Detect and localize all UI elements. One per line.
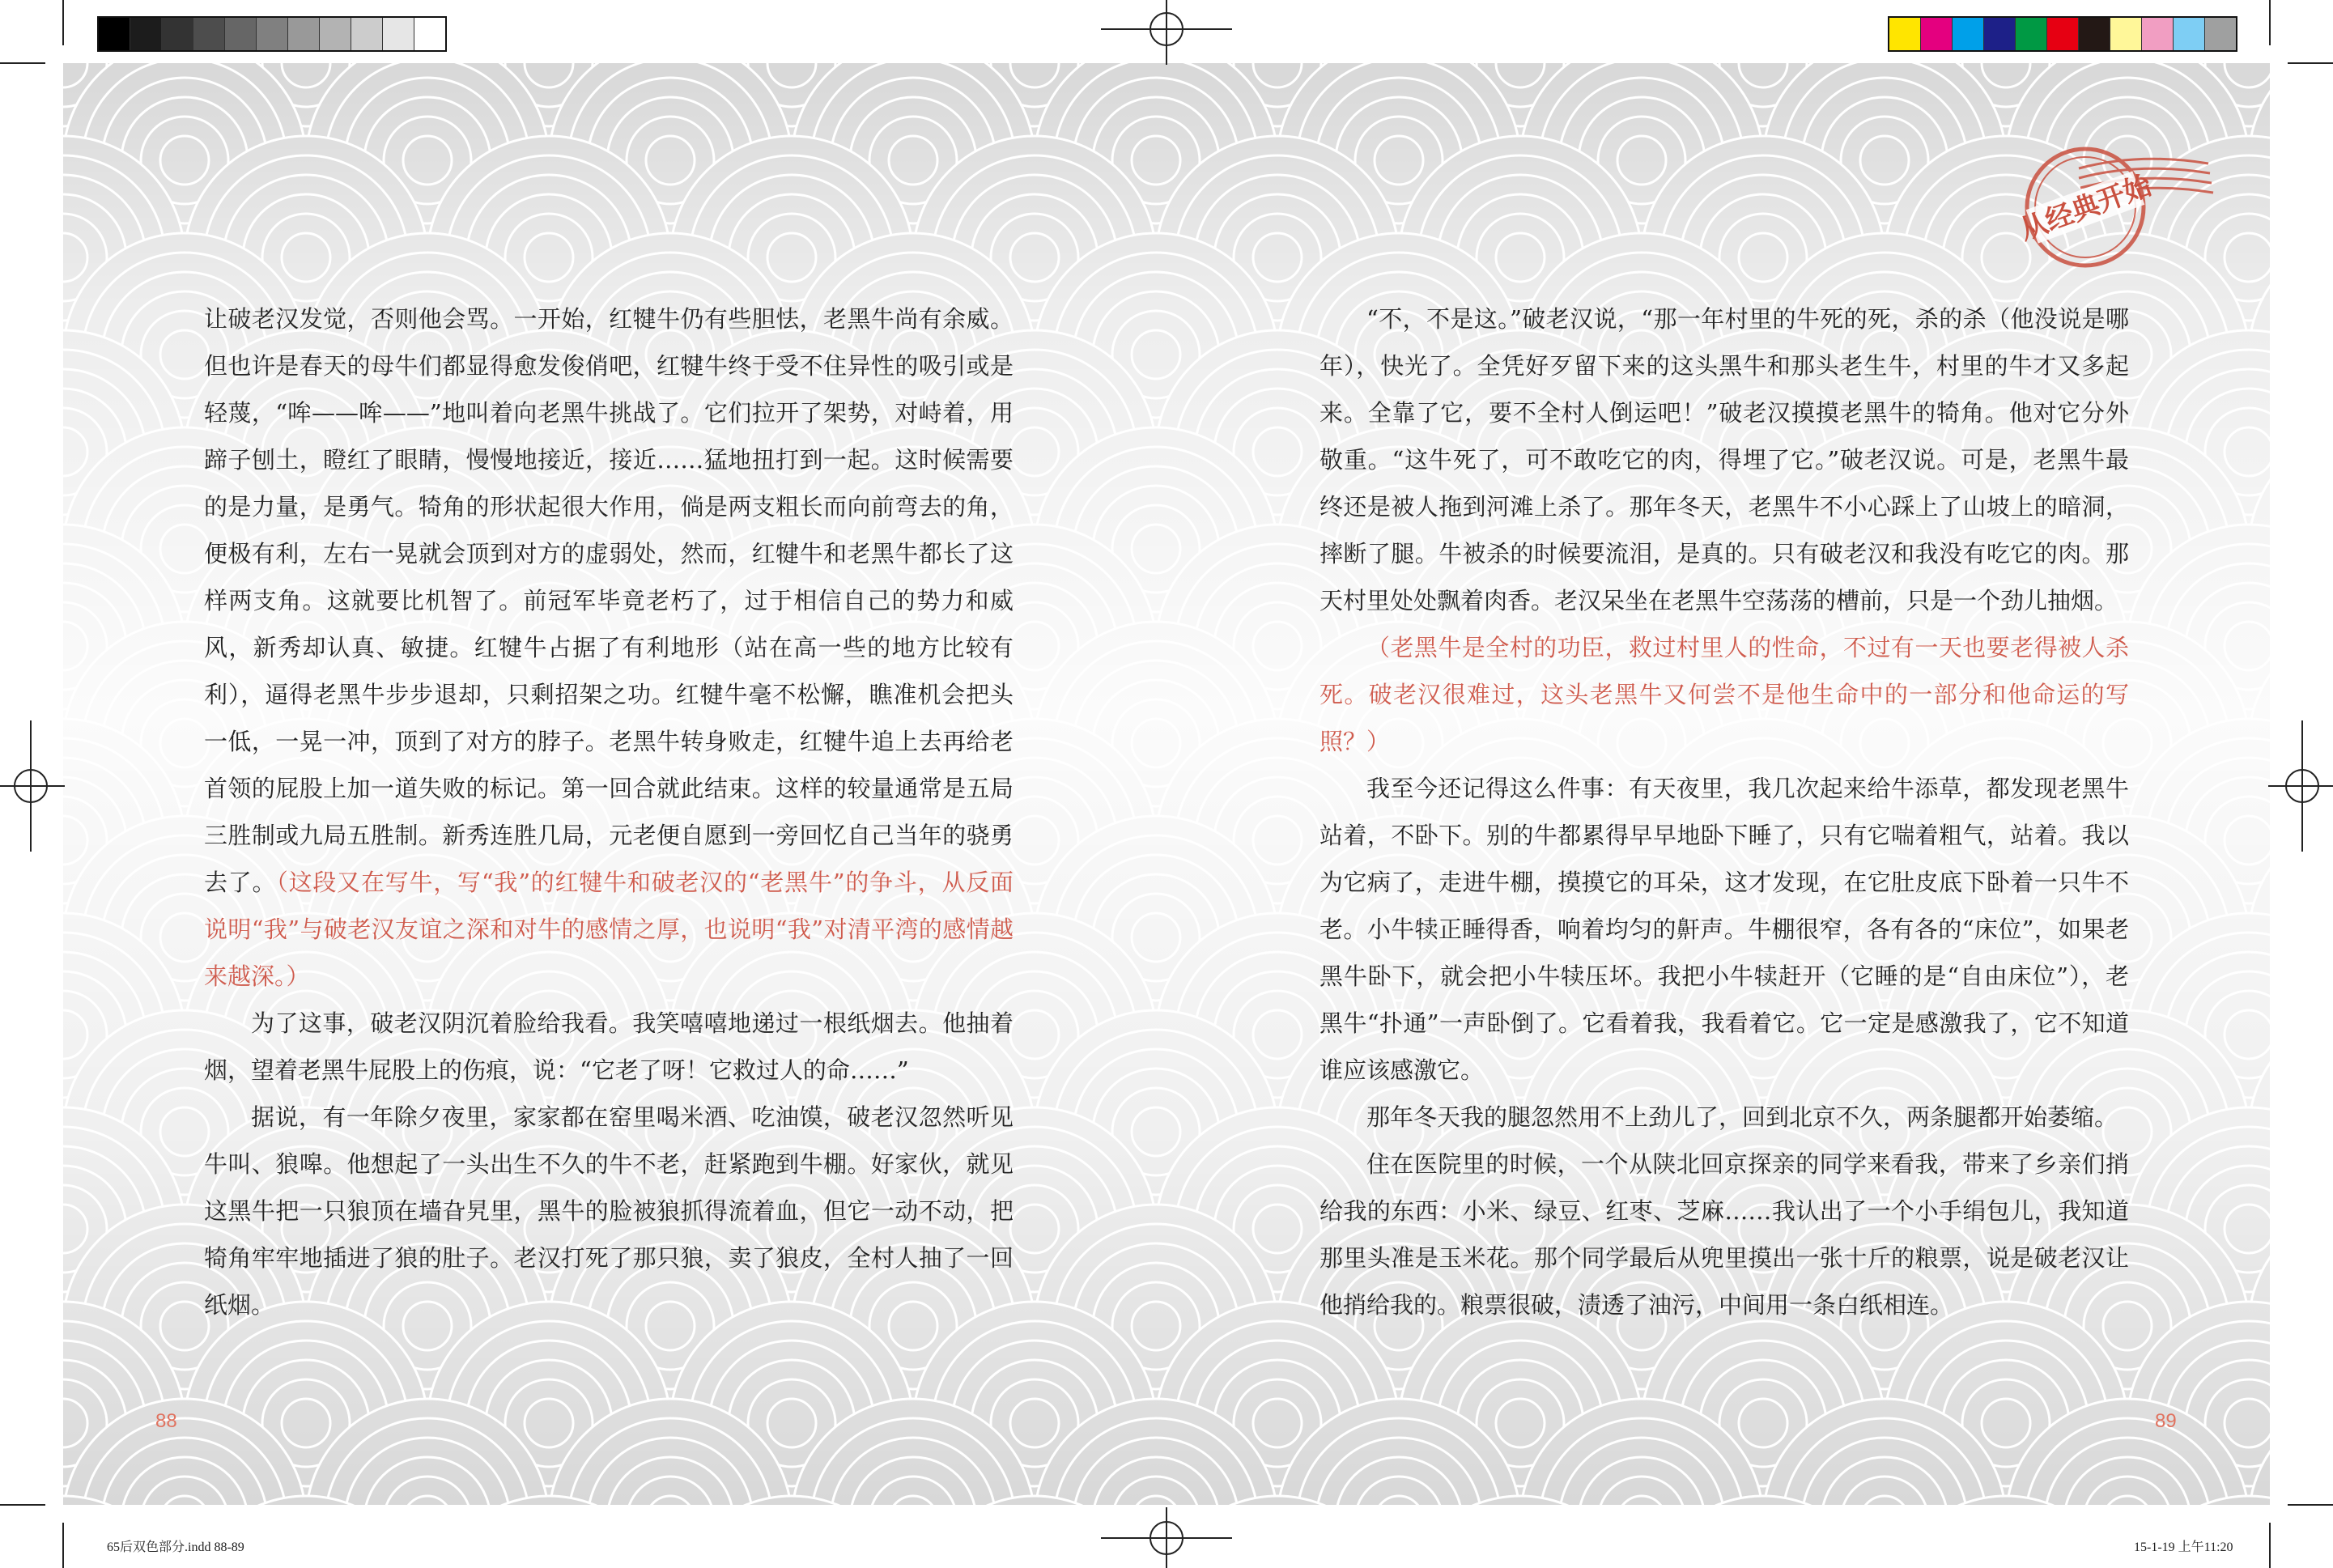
color-swatch — [2016, 18, 2047, 50]
color-swatch — [193, 18, 225, 50]
body-text: 据说，有一年除夕夜里，家家都在窑里喝米酒、吃油馍，破老汉忽然听见牛叫、狼嗥。他想起了一头出生不久的牛不老，赶紧跑到牛棚。好家伙，就见这黑牛把一只狼顶在墙旮旯里，黑牛的脸被狼抓得流着血，但它一动不动，把犄角牢牢地插进了狼的肚子。老汉打死了那只狼，卖了狼皮，全村人抽了一回纸烟。 — [204, 1103, 1014, 1319]
right-page-text — [1319, 295, 2129, 1328]
body-text: 为了这事，破老汉阴沉着脸给我看。我笑嘻嘻地递过一根纸烟去。他抽着烟，望着老黑牛屁股上的伤痕，说：“它老了呀！它救过人的命……” — [204, 1009, 1014, 1084]
stamp-text: 从经典开始 — [2015, 169, 2157, 247]
color-swatch — [2110, 18, 2142, 50]
paragraph — [1319, 295, 2129, 624]
paragraph — [1319, 624, 2129, 765]
color-swatch — [1953, 18, 1984, 50]
crop-mark-bottom-right — [2252, 1487, 2333, 1568]
annotation-note: （老黑牛是全村的功臣，救过村里人的性命，不过有一天也要老得被人杀死。破老汉很难过，这头老黑牛又何尝不是他生命中的一部分和他命运的写照？） — [1319, 634, 2129, 755]
color-swatch — [2079, 18, 2110, 50]
paragraph — [1319, 1141, 2129, 1328]
body-text: 我至今还记得这么件事：有天夜里，我几次起来给牛添草，都发现老黑牛站着，不卧下。别的牛都累得早早地卧下睡了，只有它喘着粗气，站着。我以为它病了，走进牛棚，摸摸它的耳朵，这才发现，在它肚皮底下卧着一只牛不老。小牛犊正睡得香，响着均匀的鼾声。牛棚很窄，各有各的“床位”，如果老黑牛卧下，就会把小牛犊压坏。我把小牛犊赶开（它睡的是“自由床位”），老黑牛“扑通”一声卧倒了。它看着我，我看着它。它一定是感激我了，它不知道谁应该感激它。 — [1319, 775, 2129, 1084]
left-page-text — [204, 295, 1014, 1328]
footer-timestamp: 15-1-19 上午11:20 — [2134, 1540, 2233, 1554]
stamp-logo — [1998, 130, 2241, 291]
registration-mark-right — [2268, 720, 2333, 852]
crop-mark-top-right — [2252, 0, 2333, 81]
body-text: 住在医院里的时候，一个从陕北回京探亲的同学来看我，带来了乡亲们捎给我的东西：小米、绿豆、红枣、芝麻……我认出了一个小手绢包儿，我知道那里头准是玉米花。那个同学最后从兜里摸出一张十斤的粮票，说是破老汉让他捎给我的。粮票很破，渍透了油污，中间用一条白纸相连。 — [1319, 1150, 2129, 1319]
grayscale-color-bar — [97, 16, 447, 52]
color-swatch — [351, 18, 383, 50]
color-swatch — [2205, 18, 2236, 50]
footer-file-info: 65后双色部分.indd 88-89 — [107, 1540, 244, 1554]
annotation-note: （这段又在写牛，写“我”的红犍牛和破老汉的“老黑牛”的争斗，从反面说明“我”与破老汉友谊之深和对牛的感情之厚，也说明“我”对清平湾的感情越来越深。） — [204, 869, 1014, 990]
color-swatch — [2174, 18, 2205, 50]
color-swatch — [320, 18, 351, 50]
paragraph — [1319, 765, 2129, 1094]
color-swatch — [2047, 18, 2079, 50]
registration-mark-bottom — [1101, 1507, 1232, 1568]
paragraph — [1319, 1094, 2129, 1141]
body-text: 那年冬天我的腿忽然用不上劲儿了，回到北京不久，两条腿都开始萎缩。 — [1366, 1103, 2118, 1131]
color-swatch — [225, 18, 257, 50]
color-swatch — [1921, 18, 1953, 50]
paragraph — [204, 1000, 1014, 1094]
paragraph — [204, 1094, 1014, 1328]
color-swatch — [383, 18, 414, 50]
color-swatch — [162, 18, 193, 50]
color-swatch — [257, 18, 288, 50]
crop-mark-top-left — [0, 0, 81, 81]
body-text: “不，不是这。”破老汉说，“那一年村里的牛死的死，杀的杀（他没说是哪年），快光了。全凭好歹留下来的这头黑牛和那头老生牛，村里的牛才又多起来。全靠了它，要不全村人倒运吧！”破老汉摸摸老黑牛的犄角。他对它分外敬重。“这牛死了，可不敢吃它的肉，得埋了它。”破老汉说。可是，老黑牛最终还是被人拖到河滩上杀了。那年冬天，老黑牛不小心踩上了山坡上的暗洞，摔断了腿。牛被杀的时候要流泪，是真的。只有破老汉和我没有吃它的肉。那天村里处处飘着肉香。老汉呆坐在老黑牛空荡荡的槽前，只是一个劲儿抽烟。 — [1319, 305, 2129, 614]
color-swatch — [1889, 18, 1921, 50]
page-number-right: 89 — [2155, 1410, 2177, 1432]
registration-mark-left — [0, 720, 65, 852]
body-text: 让破老汉发觉，否则他会骂。一开始，红犍牛仍有些胆怯，老黑牛尚有余威。但也许是春天的母牛们都显得愈发俊俏吧，红犍牛终于受不住异性的吸引或是轻蔑，“哞——哞——”地叫着向老黑牛挑战了。它们拉开了架势，对峙着，用蹄子刨土，瞪红了眼睛，慢慢地接近，接近……猛地扭打到一起。这时候需要的是力量，是勇气。犄角的形状起很大作用，倘是两支粗长而向前弯去的角，便极有利，左右一晃就会顶到对方的虚弱处，然而，红犍牛和老黑牛都长了这样两支角。这就要比机智了。前冠军毕竟老朽了，过于相信自己的势力和威风，新秀却认真、敏捷。红犍牛占据了有利地形（站在高一些的地方比较有利），逼得老黑牛步步退却，只剩招架之功。红犍牛毫不松懈，瞧准机会把头一低，一晃一冲，顶到了对方的脖子。老黑牛转身败走，红犍牛追上去再给老首领的屁股上加一道失败的标记。第一回合就此结束。这样的较量通常是五局三胜制或九局五胜制。新秀连胜几局，元老便自愿到一旁回忆自己当年的骁勇去了。 — [204, 305, 1014, 896]
color-swatch — [2142, 18, 2174, 50]
color-swatch — [130, 18, 162, 50]
color-swatch — [99, 18, 130, 50]
paragraph — [204, 295, 1014, 1000]
color-swatch — [1984, 18, 2016, 50]
color-swatch — [414, 18, 445, 50]
color-swatch — [288, 18, 320, 50]
page-number-left: 88 — [155, 1410, 177, 1432]
crop-mark-bottom-left — [0, 1487, 81, 1568]
registration-mark-top — [1101, 0, 1232, 65]
cmyk-color-bar — [1888, 16, 2237, 52]
